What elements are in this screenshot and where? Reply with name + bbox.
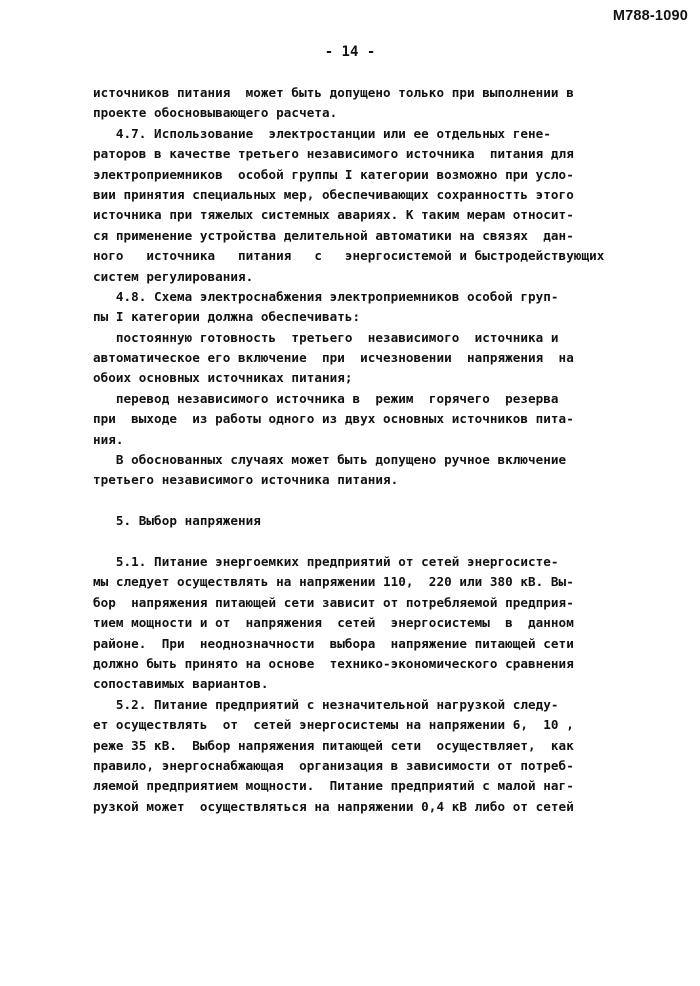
text-line: бор напряжения питающей сети зависит от потребляемой предприя- bbox=[93, 594, 574, 610]
text-line: постоянную готовность третьего независимого источника и bbox=[93, 329, 559, 345]
text-line: перевод независимого источника в режим горячего резерва bbox=[93, 390, 559, 406]
text-line: при выходе из работы одного из двух основных источников пита- bbox=[93, 411, 574, 427]
blank-line bbox=[93, 532, 623, 552]
text-line: тием мощности и от напряжения сетей энергосистемы в данном bbox=[93, 615, 574, 631]
text-line: ния. bbox=[93, 431, 124, 447]
text-line: раторов в качестве третьего независимого источника питания для bbox=[93, 146, 574, 162]
text-line: районе. При неоднозначности выбора напряжение питающей сети bbox=[93, 635, 574, 651]
text-line: 4.7. Использование электростанции или ее отдельных гене- bbox=[93, 125, 551, 141]
text-line: пы I категории должна обеспечивать: bbox=[93, 309, 361, 325]
text-line: 5.2. Питание предприятий с незначительной нагрузкой следу- bbox=[93, 696, 559, 712]
text-line: систем регулирования. bbox=[93, 268, 254, 284]
page-number: - 14 - bbox=[324, 44, 376, 60]
text-line: проекте обосновывающего расчета. bbox=[93, 105, 338, 121]
text-line: 4.8. Схема электроснабжения электроприемников особой груп- bbox=[93, 288, 559, 304]
blank-line bbox=[93, 491, 623, 511]
text-line: ся применение устройства делительной автоматики на связях дан- bbox=[93, 227, 574, 243]
text-line: правило, энергоснабжающая организация в зависимости от потреб- bbox=[93, 757, 574, 773]
section-heading: 5. Выбор напряжения bbox=[93, 513, 261, 529]
document-body bbox=[93, 83, 623, 817]
text-line: автоматическое его включение при исчезновении напряжения на bbox=[93, 350, 574, 366]
text-line: источников питания может быть допущено только при выполнении в bbox=[93, 85, 574, 100]
text-line: обоих основных источниках питания; bbox=[93, 370, 353, 386]
text-line: третьего независимого источника питания. bbox=[93, 472, 399, 488]
text-line: должно быть принято на основе технико-экономического сравнения bbox=[93, 655, 574, 671]
text-line: источника при тяжелых системных авариях. К таким мерам относит- bbox=[93, 207, 574, 223]
text-line: 5.1. Питание энергоемких предприятий от сетей энергосисте- bbox=[93, 553, 559, 569]
text-line: рузкой может осуществляться на напряжении 0,4 кВ либо от сетей bbox=[93, 798, 574, 814]
text-line: мы следует осуществлять на напряжении 110, 220 или 380 кВ. Вы- bbox=[93, 574, 574, 590]
text-line: вии принятия специальных мер, обеспечивающих сохранностть этого bbox=[93, 186, 574, 202]
text-line: ляемой предприятием мощности. Питание предприятий с малой наг- bbox=[93, 778, 574, 794]
text-line: В обоснованных случаях может быть допущено ручное включение bbox=[93, 452, 567, 468]
text-line: ет осуществлять от сетей энергосистемы на напряжении 6, 10 , bbox=[93, 717, 574, 733]
text-line: реже 35 кВ. Выбор напряжения питающей сети осуществляет, как bbox=[93, 737, 574, 753]
text-line: электроприемников особой группы I категории возможно при усло- bbox=[93, 166, 574, 182]
text-line: ного источника питания с энергосистемой и быстродействующих bbox=[93, 248, 605, 264]
text-line: сопоставимых вариантов. bbox=[93, 676, 269, 692]
document-code: М788-1090 bbox=[612, 8, 688, 24]
